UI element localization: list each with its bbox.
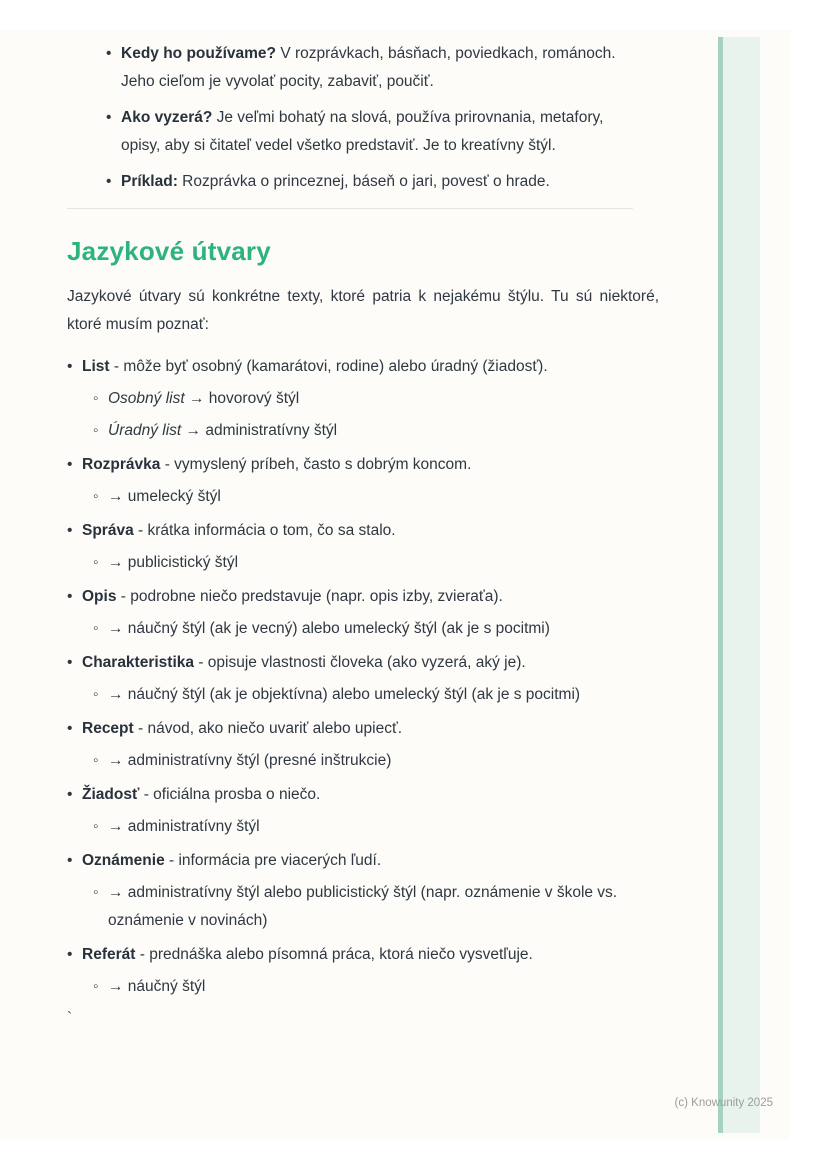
forms-item-body xyxy=(82,781,659,841)
bullet-icon: • xyxy=(106,109,112,126)
sub-list-item xyxy=(93,681,659,709)
bullet-icon: • xyxy=(67,946,73,963)
sub-item-text: → administratívny štýl xyxy=(108,818,260,835)
forms-item-body xyxy=(82,847,659,935)
forms-list-item xyxy=(67,781,659,841)
circle-bullet-icon: ◦ xyxy=(93,620,99,637)
sub-list-item xyxy=(93,385,659,413)
intro-item-text: Príklad: Rozprávka o princeznej, báseň o jari, povesť o hrade. xyxy=(121,173,550,190)
intro-list-item xyxy=(106,104,633,160)
circle-bullet-icon: ◦ xyxy=(93,818,99,835)
forms-item-body xyxy=(82,517,659,577)
forms-item-text: Opis - podrobne niečo predstavuje (napr. opis izby, zvieraťa). xyxy=(82,588,503,605)
section-title: Jazykové útvary xyxy=(67,236,271,266)
bullet-icon: • xyxy=(67,786,73,803)
circle-bullet-icon: ◦ xyxy=(93,488,99,505)
sub-list-item xyxy=(93,615,659,643)
forms-list-item xyxy=(67,517,659,577)
forms-item-text: List - môže byť osobný (kamarátovi, rodine) alebo úradný (žiadosť). xyxy=(82,358,548,375)
forms-list-item xyxy=(67,941,659,1001)
forms-item-text: Správa - krátka informácia o tom, čo sa stalo. xyxy=(82,522,396,539)
intro-item-text: Ako vyzerá? Je veľmi bohatý na slová, používa prirovnania, metafory, opisy, aby si čitateľ vedel všetko predstaviť. Je to kreatívny štýl. xyxy=(121,109,604,154)
section-divider xyxy=(67,208,633,209)
circle-bullet-icon: ◦ xyxy=(93,686,99,703)
sub-list-item xyxy=(93,879,659,935)
sub-list-item xyxy=(93,417,659,445)
document-page xyxy=(0,30,790,1140)
item-term: Charakteristika xyxy=(82,654,195,671)
sub-list xyxy=(82,973,659,1001)
bullet-icon: • xyxy=(67,852,73,869)
circle-bullet-icon: ◦ xyxy=(93,390,99,407)
forms-list xyxy=(67,353,659,1001)
forms-item-text: Referát - prednáška alebo písomná práca, ktorá niečo vysvetľuje. xyxy=(82,946,533,963)
sub-list xyxy=(82,385,659,445)
item-term: Oznámenie xyxy=(82,852,165,869)
forms-item-text: Rozprávka - vymyslený príbeh, často s dobrým koncom. xyxy=(82,456,472,473)
forms-list-item xyxy=(67,451,659,511)
intro-list-item xyxy=(106,168,633,196)
item-term: Opis xyxy=(82,588,117,605)
item-term: List xyxy=(82,358,110,375)
item-term: Rozprávka xyxy=(82,456,161,473)
sub-item-text: → náučný štýl (ak je objektívna) alebo umelecký štýl (ak je s pocitmi) xyxy=(108,686,581,703)
forms-item-text: Žiadosť - oficiálna prosba o niečo. xyxy=(82,786,321,803)
bullet-icon: • xyxy=(67,522,73,539)
bullet-icon: • xyxy=(67,588,73,605)
forms-item-text: Recept - návod, ako niečo uvariť alebo upiecť. xyxy=(82,720,403,737)
item-term: Správa xyxy=(82,522,134,539)
item-term: Žiadosť xyxy=(82,786,140,803)
forms-item-body xyxy=(82,451,659,511)
item-term: Kedy ho používame? xyxy=(121,45,277,62)
sub-list xyxy=(82,483,659,511)
forms-item-body xyxy=(82,353,659,445)
forms-item-text: Charakteristika - opisuje vlastnosti človeka (ako vyzerá, aký je). xyxy=(82,654,526,671)
item-term: Recept xyxy=(82,720,134,737)
bullet-icon: • xyxy=(67,654,73,671)
bullet-icon: • xyxy=(106,173,112,190)
page-content xyxy=(67,30,659,1029)
sub-item-text: → náučný štýl (ak je vecný) alebo umelecký štýl (ak je s pocitmi) xyxy=(108,620,550,637)
circle-bullet-icon: ◦ xyxy=(93,884,99,901)
item-term: Referát xyxy=(82,946,136,963)
bullet-icon: • xyxy=(67,720,73,737)
sub-list-item xyxy=(93,813,659,841)
forms-item-body xyxy=(82,649,659,709)
sub-item-text: Úradný list → administratívny štýl xyxy=(108,422,338,439)
sub-item-text: → umelecký štýl xyxy=(108,488,221,505)
intro-item-text: Kedy ho používame? V rozprávkach, básňach, poviedkach, románoch. Jeho cieľom je vyvolať pocity, zabaviť, poučiť. xyxy=(121,45,616,90)
circle-bullet-icon: ◦ xyxy=(93,752,99,769)
item-term: Ako vyzerá? xyxy=(121,109,213,126)
section-intro: Jazykové útvary sú konkrétne texty, ktoré patria k nejakému štýlu. Tu sú niektoré, ktoré musím poznať: xyxy=(67,288,659,333)
circle-bullet-icon: ◦ xyxy=(93,978,99,995)
sub-list-item xyxy=(93,747,659,775)
italic-term: Úradný list xyxy=(108,422,182,439)
intro-list xyxy=(67,40,659,196)
bullet-icon: • xyxy=(106,45,112,62)
sub-list xyxy=(82,747,659,775)
bullet-icon: • xyxy=(67,456,73,473)
sub-list-item xyxy=(93,549,659,577)
sub-list xyxy=(82,681,659,709)
item-term: Príklad: xyxy=(121,173,178,190)
sub-list xyxy=(82,549,659,577)
sub-list-item xyxy=(93,973,659,1001)
sub-item-text: → náučný štýl xyxy=(108,978,206,995)
sub-list xyxy=(82,879,659,935)
forms-list-item xyxy=(67,353,659,445)
sub-list-item xyxy=(93,483,659,511)
forms-list-item xyxy=(67,649,659,709)
intro-list-item xyxy=(106,40,633,96)
forms-item-body xyxy=(82,583,659,643)
forms-item-body xyxy=(82,941,659,1001)
sub-list xyxy=(82,615,659,643)
sub-item-text: Osobný list → hovorový štýl xyxy=(108,390,300,407)
forms-list-item xyxy=(67,715,659,775)
sub-item-text: → administratívny štýl (presné inštrukcie) xyxy=(108,752,392,769)
bullet-icon: • xyxy=(67,358,73,375)
circle-bullet-icon: ◦ xyxy=(93,554,99,571)
italic-term: Osobný list xyxy=(108,390,185,407)
forms-item-text: Oznámenie - informácia pre viacerých ľudí. xyxy=(82,852,382,869)
footer-credit: (c) Knowunity 2025 xyxy=(674,1097,773,1109)
stray-backtick: ` xyxy=(67,1010,73,1027)
forms-list-item xyxy=(67,847,659,935)
forms-item-body xyxy=(82,715,659,775)
sub-item-text: → publicistický štýl xyxy=(108,554,239,571)
forms-list-item xyxy=(67,583,659,643)
sub-list xyxy=(82,813,659,841)
circle-bullet-icon: ◦ xyxy=(93,422,99,439)
page-accent-band xyxy=(718,37,760,1133)
sub-item-text: → administratívny štýl alebo publicistický štýl (napr. oznámenie v škole vs. oznámenie v novinách) xyxy=(108,884,618,929)
